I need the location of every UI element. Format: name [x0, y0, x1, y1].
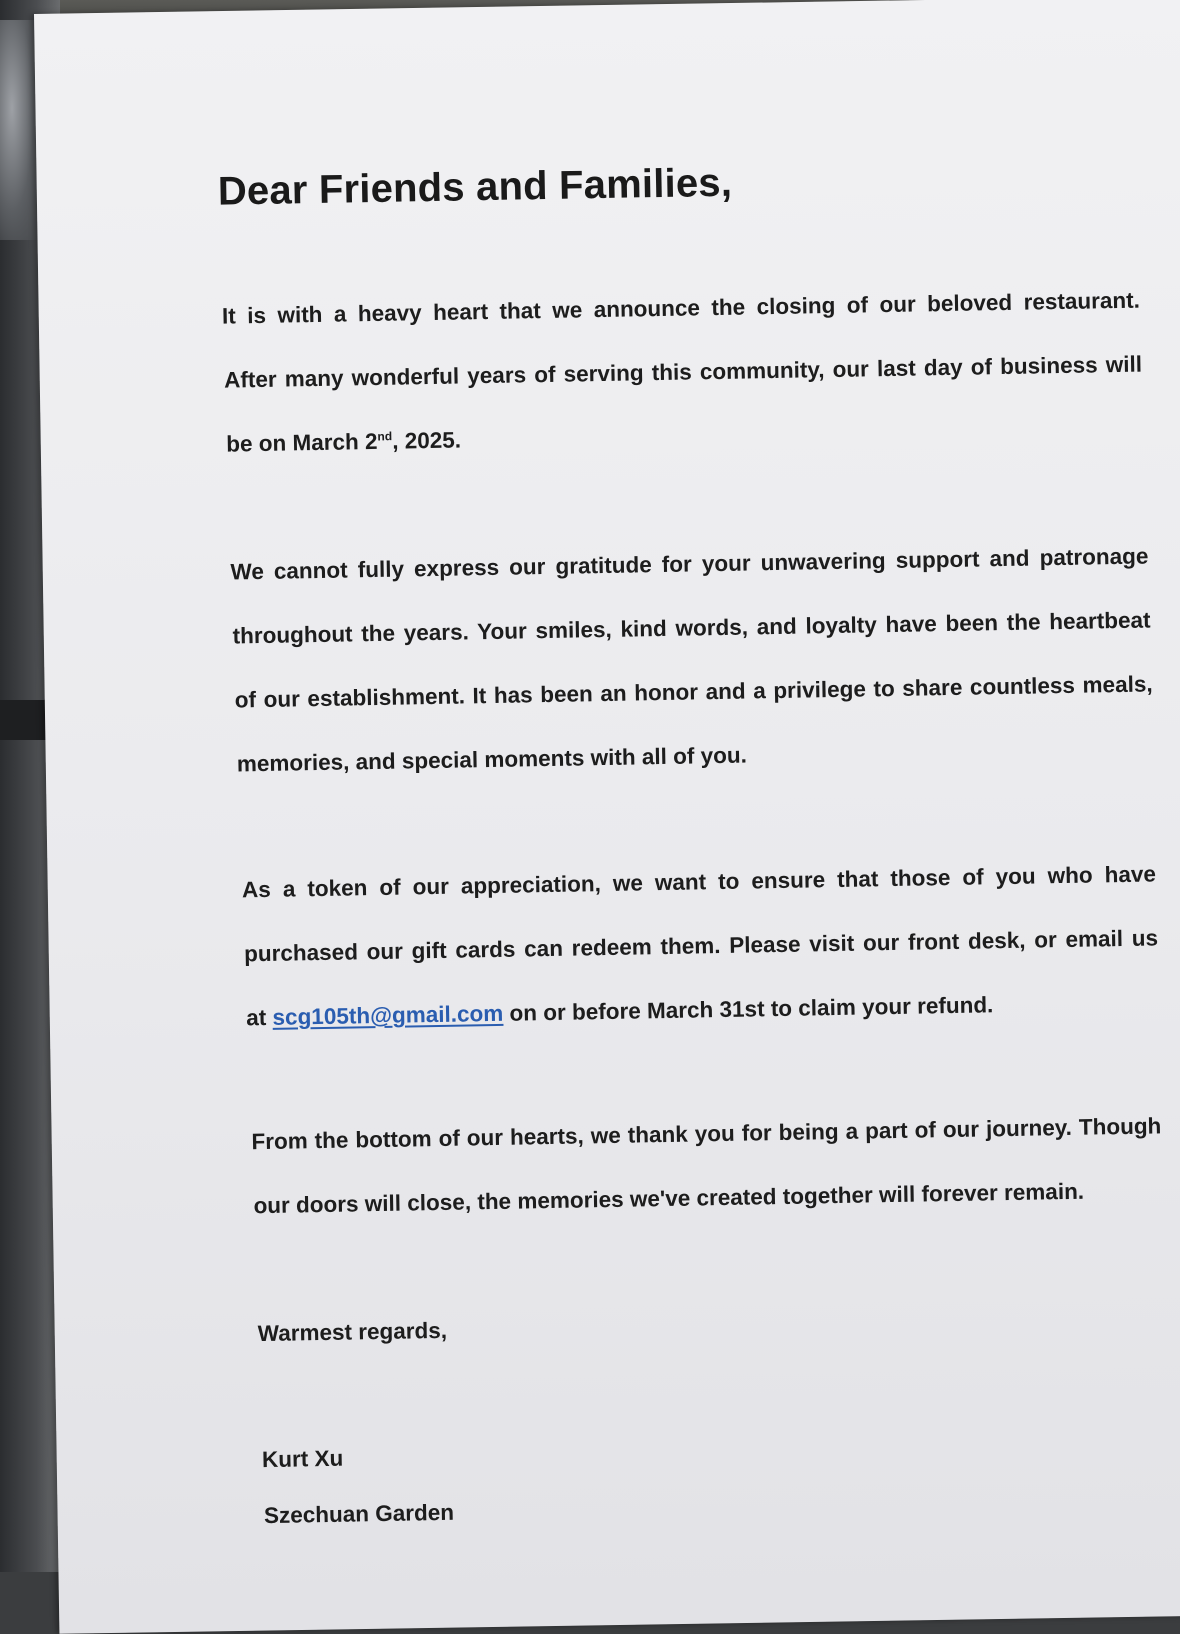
paragraph-2-line-1: We cannot fully express our gratitude for your unwavering support and patronage [230, 543, 1149, 585]
date-ordinal: nd [377, 429, 393, 444]
date-text: be on March 2 [226, 428, 378, 457]
paragraph-2-line-4: memories, and special moments with all of you. [236, 742, 748, 777]
paragraph-2-line-3: of our establishment. It has been an honor and a privilege to share countless meals, [234, 671, 1153, 713]
paragraph-2-line-2: throughout the years. Your smiles, kind words, and loyalty have been the heartbeat [232, 607, 1151, 649]
paragraph-1-line-2: After many wonderful years of serving this community, our last day of business will [223, 351, 1143, 393]
salutation: Dear Friends and Families, [217, 160, 733, 214]
email-link[interactable]: scg105th@gmail.com [272, 1000, 504, 1030]
email-prefix: at [246, 1004, 273, 1031]
date-year: , 2025. [391, 427, 462, 454]
signature-business: Szechuan Garden [263, 1499, 455, 1529]
paragraph-4-line-2: our doors will close, the memories we've created together will forever remain. [253, 1178, 1085, 1219]
signature-name: Kurt Xu [261, 1445, 344, 1473]
refund-deadline: on or before March 31st to claim your refund. [503, 992, 994, 1026]
paragraph-3-line-3 [246, 992, 993, 1031]
paragraph-1-line-3 [226, 427, 461, 457]
paragraph-3-line-1: As a token of our appreciation, we want to ensure that those of you who have [241, 861, 1157, 903]
paragraph-1-line-1: It is with a heavy heart that we announce the closing of our beloved restaurant. [221, 287, 1141, 329]
paragraph-4-line-1: From the bottom of our hearts, we thank you for being a part of our journey. Though [251, 1113, 1162, 1155]
paragraph-3-line-2: purchased our gift cards can redeem them. Please visit our front desk, or email us [243, 925, 1159, 967]
closing: Warmest regards, [257, 1317, 448, 1347]
